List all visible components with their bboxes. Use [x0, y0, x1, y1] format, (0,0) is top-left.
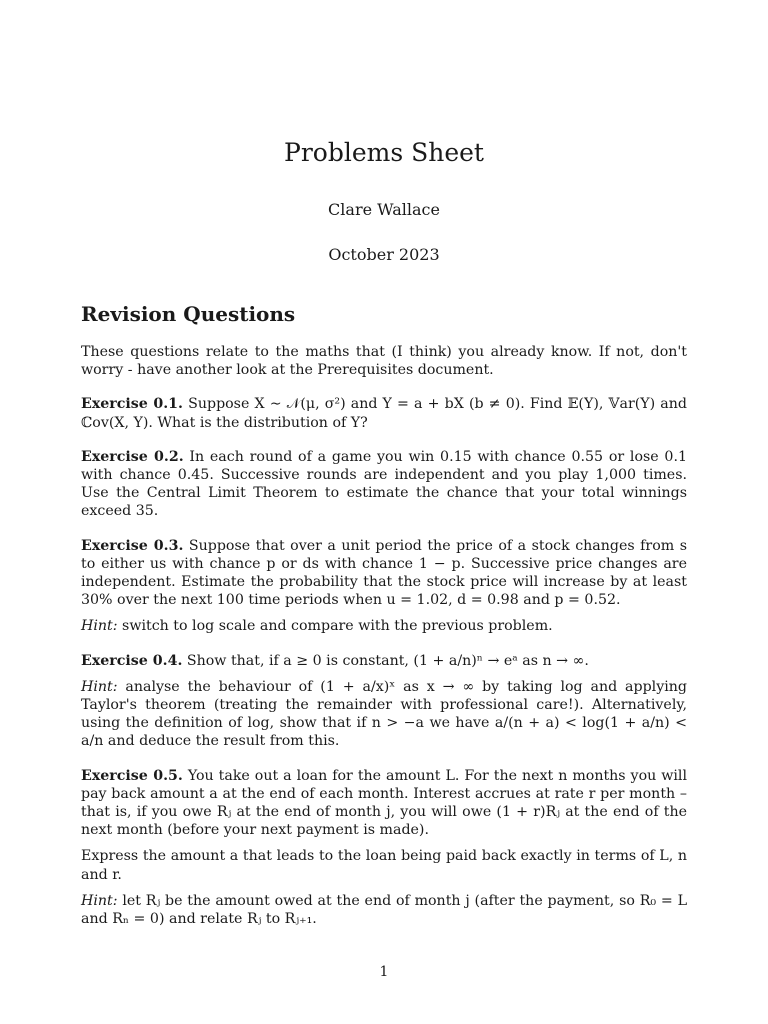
exercise-label: Exercise 0.4.: [81, 652, 183, 669]
exercise-0-5-part-2: Express the amount a that leads to the loan being paid back exactly in terms of L, n and r.: [81, 848, 687, 883]
intro-paragraph: These questions relate to the maths that (I think) you already know. If not, don't worry - have another look at the Prerequisites document.: [81, 344, 687, 379]
hint-text: let Rⱼ be the amount owed at the end of month j (after the payment, so R₀ = L and Rₙ = 0) and relate Rⱼ to Rⱼ₊₁.: [81, 892, 687, 928]
exercise-0-4-hint: [81, 678, 687, 751]
exercise-text: You take out a loan for the amount L. For the next n months you will pay back amount a at the end of each month. Interest accrues at rate r per month – that is, if you owe Rⱼ at the end of month j, you will owe (1 + r)Rⱼ at the end of the next month (before your next payment is made).: [81, 767, 687, 839]
exercise-label: Exercise 0.3.: [81, 537, 184, 554]
hint-label: Hint:: [81, 678, 118, 695]
exercise-0-1: [81, 395, 687, 431]
document-date: October 2023: [328, 245, 440, 264]
hint-text: switch to log scale and compare with the previous problem.: [122, 618, 553, 635]
hint-label: Hint:: [81, 892, 118, 909]
exercise-0-5: [81, 767, 687, 840]
page-title: Problems Sheet: [284, 138, 484, 167]
exercise-text: Suppose that over a unit period the price of a stock changes from s to either us with chance p or ds with chance 1 − p. Successive price changes are independent. Estimate the probability that the stock price will increase by at least 30% over the next 100 time periods when u = 1.02, d = 0.98 and p = 0.52.: [81, 537, 687, 609]
exercise-0-3: [81, 537, 687, 610]
exercise-text: In each round of a game you win 0.15 with chance 0.55 or lose 0.1 with chance 0.45. Successive rounds are independent and you play 1,000 times. Use the Central Limit Theorem to estimate the chance that your total winnings exceed 35.: [81, 448, 687, 520]
author-name: Clare Wallace: [328, 200, 440, 219]
exercise-0-3-hint: [81, 617, 687, 635]
section-heading: Revision Questions: [81, 302, 296, 326]
exercise-label: Exercise 0.5.: [81, 767, 183, 784]
exercise-0-4: [81, 652, 687, 670]
exercise-0-2: [81, 448, 687, 521]
exercise-text: Show that, if a ≥ 0 is constant, (1 + a/n)ⁿ → eᵃ as n → ∞.: [186, 652, 589, 669]
document-body: [81, 343, 687, 944]
hint-text: analyse the behaviour of (1 + a/x)ˣ as x → ∞ by taking log and applying Taylor's theorem (treating the remainder with professional care!). Alternatively, using the definition of log, show that if n > −a we have a/(n + a) < log(1 + a/n) < a/n and deduce the result from this.: [81, 678, 687, 750]
page-number: 1: [379, 964, 389, 980]
exercise-label: Exercise 0.2.: [81, 448, 184, 465]
exercise-text: Suppose X ∼ 𝒩(μ, σ²) and Y = a + bX (b ≠ 0). Find 𝔼(Y), 𝕍ar(Y) and ℂov(X, Y). What is the distribution of Y?: [81, 396, 687, 431]
exercise-label: Exercise 0.1.: [81, 396, 183, 413]
hint-label: Hint:: [81, 618, 118, 635]
exercise-0-5-hint: [81, 892, 687, 928]
